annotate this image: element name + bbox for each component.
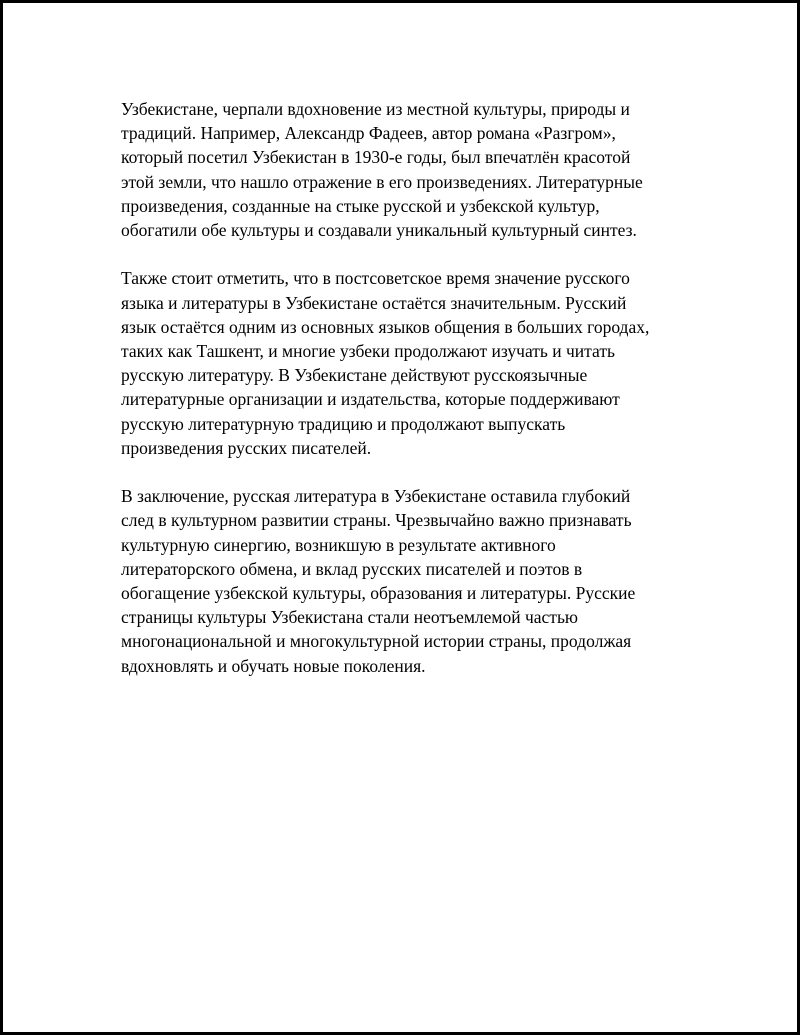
text-line: русскую литературу. В Узбекистане действуют русскоязычные [121,365,588,386]
text-line: литературные организации и издательства, которые поддерживают [121,389,620,410]
text-line: обогащение узбекской культуры, образования и литературы. Русские [121,583,636,604]
paragraph-2 [121,266,701,460]
text-line: который посетил Узбекистан в 1930-е годы, был впечатлён красотой [121,147,631,168]
text-line: обогатили обе культуры и создавали уникальный культурный синтез. [121,220,637,241]
text-line: произведения, созданные на стыке русской и узбекской культур, [121,195,600,216]
paragraph-3 [121,484,701,678]
text-line: многонациональной и многокультурной истории страны, продолжая [121,631,632,652]
text-line: В заключение, русская литература в Узбекистане оставила глубокий [121,486,631,507]
text-line: Также стоит отметить, что в постсоветское время значение русского [121,268,630,289]
text-line: Узбекистане, черпали вдохновение из местной культуры, природы и [121,99,630,119]
text-line: литераторского обмена, и вклад русских писателей и поэтов в [121,558,583,579]
text-line: таких как Ташкент, и многие узбеки продолжают изучать и читать [121,341,615,362]
text-line: этой земли, что нашло отражение в его произведениях. Литературные [121,171,643,192]
document-body [121,97,701,702]
text-line: след в культурном развитии страны. Чрезвычайно важно признавать [121,510,632,531]
text-line: русскую литературную традицию и продолжают выпускать [121,413,566,434]
text-line: страницы культуры Узбекистана стали неотъемлемой частью [121,607,578,628]
paragraph-1 [121,97,701,242]
text-line: языка и литературы в Узбекистане остаётся значительным. Русский [121,292,627,313]
text-line: традиций. Например, Александр Фадеев, автор романа «Разгром», [121,123,616,144]
text-line: вдохновлять и обучать новые поколения. [121,655,426,676]
text-line: культурную синергию, возникшую в результате активного [121,534,556,555]
text-line: произведения русских писателей. [121,437,372,458]
text-line: язык остаётся одним из основных языков общения в больших городах, [121,316,650,337]
